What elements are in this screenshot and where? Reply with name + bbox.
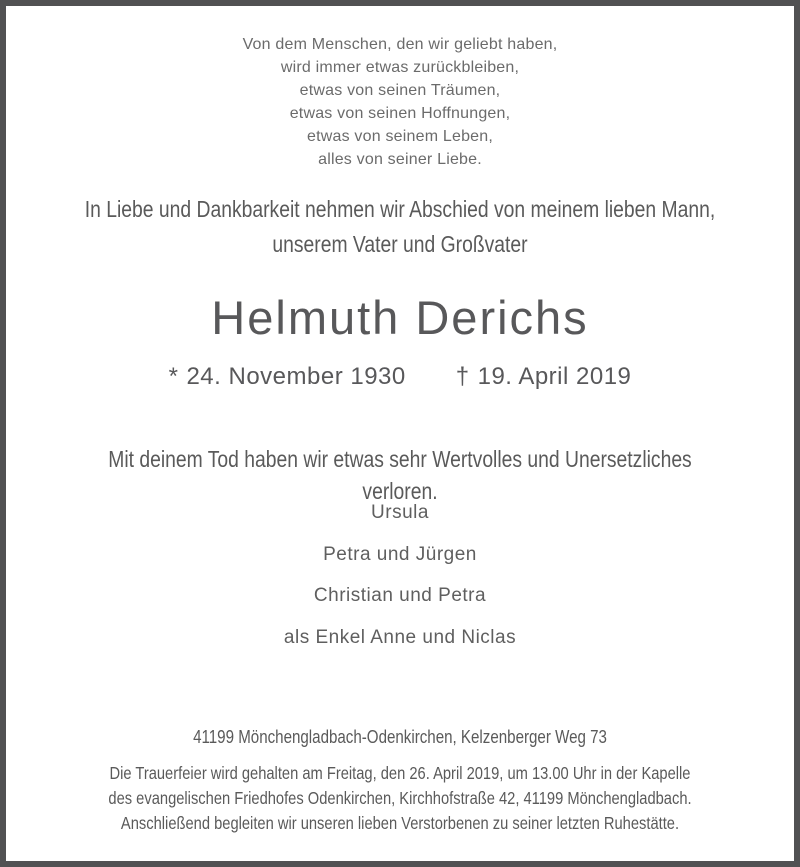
mourning-sentence: Mit deinem Tod haben wir etwas sehr Wertvolles und Unersetzliches verloren. [108, 446, 692, 504]
farewell-intro-line: In Liebe und Dankbarkeit nehmen wir Abschied von meinem lieben Mann, [84, 196, 716, 222]
family-names [6, 492, 794, 658]
life-dates [6, 361, 794, 393]
farewell-intro-line: unserem Vater und Großvater [272, 231, 528, 257]
funeral-info-line: des evangelischen Friedhofes Odenkirchen, Kirchhofstraße 42, 41199 Mönchengladbach. [108, 788, 692, 808]
poem-line: etwas von seinen Hoffnungen, [289, 105, 511, 122]
funeral-info-line: Die Trauerfeier wird gehalten am Freitag, den 26. April 2019, um 13.00 Uhr in der Kapelle [109, 763, 691, 783]
born-star-symbol: * [168, 363, 179, 390]
funeral-information [69, 761, 731, 836]
poem-line: etwas von seinem Leben, [306, 128, 494, 145]
death-date [456, 361, 632, 393]
deceased-name: Helmuth Derichs [211, 291, 589, 344]
death-date-text: 19. April 2019 [477, 363, 632, 390]
family-member: Christian und Petra [313, 585, 487, 606]
poem-line: wird immer etwas zurückbleiben, [280, 59, 520, 76]
poem-line: alles von seiner Liebe. [318, 151, 482, 168]
farewell-intro [69, 192, 731, 262]
family-member: Petra und Jürgen [323, 543, 477, 565]
home-address: 41199 Mönchengladbach-Odenkirchen, Kelzenberger Weg 73 [193, 727, 607, 747]
family-member: Ursula [371, 502, 429, 523]
death-cross-symbol: † [455, 363, 470, 390]
memorial-poem [6, 33, 794, 171]
birth-date [169, 361, 406, 393]
poem-line: Von dem Menschen, den wir geliebt haben, [242, 36, 558, 53]
poem-line: etwas von seinen Träumen, [299, 82, 501, 99]
family-member: als Enkel Anne und Niclas [283, 626, 517, 648]
birth-date-text: 24. November 1930 [186, 363, 406, 390]
funeral-info-line: Anschließend begleiten wir unseren lieben Verstorbenen zu seiner letzten Ruhestätte. [120, 813, 680, 833]
